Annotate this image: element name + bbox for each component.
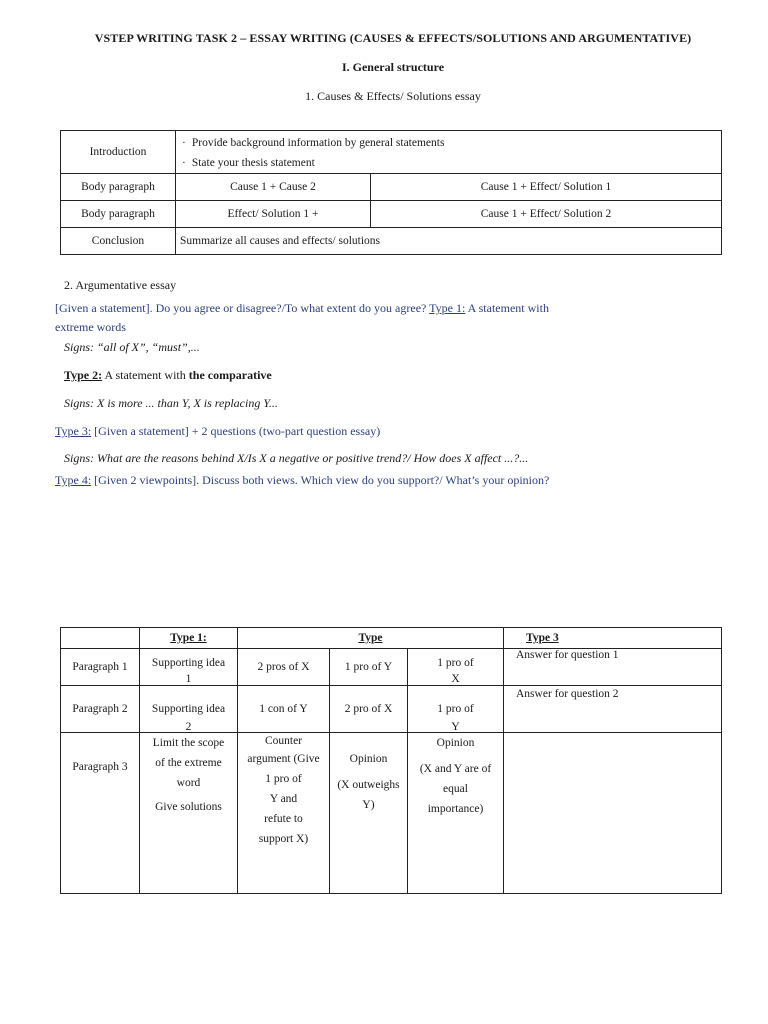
document-title: VSTEP WRITING TASK 2 – ESSAY WRITING (CAUSES & EFFECTS/SOLUTIONS AND ARGUMENTATIVE) <box>94 31 692 45</box>
causes-effects-structure-table <box>60 130 722 255</box>
row-cell: Effect/ Solution 1 + <box>176 201 371 228</box>
intro-bullet-1: · Provide background information by general statements <box>182 137 445 149</box>
type3-label: Type 3: <box>55 424 92 438</box>
section-heading: I. General structure <box>341 60 445 74</box>
argumentative-heading: 2. Argumentative essay <box>64 278 177 292</box>
row-cell: Cause 1 + Effect/ Solution 1 <box>371 174 722 201</box>
table-cell: Answer for question 1 <box>504 649 722 686</box>
type1-line-continued: extreme words <box>55 320 126 334</box>
intro-bullet-2: · State your thesis statement <box>182 157 315 169</box>
table-cell: 1 pro of X <box>408 649 504 686</box>
table-row <box>61 686 722 733</box>
row-cell: Cause 1 + Cause 2 <box>176 174 371 201</box>
table-cell: Counter argument (Give 1 pro of Y and refute to support X) <box>238 733 330 894</box>
row-cell: Cause 1 + Effect/ Solution 2 <box>371 201 722 228</box>
table-row <box>61 201 722 228</box>
intro-label-cell: Introduction <box>61 131 176 174</box>
table-cell: Answer for question 2 <box>504 686 722 733</box>
type1-label: Type 1: <box>429 301 466 315</box>
type1-signs: Signs: “all of X”, “must”,... <box>64 340 200 354</box>
type3-line: Type 3: [Given a statement] + 2 questions (two-part question essay) <box>55 424 381 438</box>
table-row <box>61 649 722 686</box>
table-cell: 2 pros of X <box>238 649 330 686</box>
row-label: Body paragraph <box>61 201 176 228</box>
header-cell: Type 3 <box>504 628 722 649</box>
conclusion-content-cell: Summarize all causes and effects/ solutions <box>176 228 722 255</box>
row-label: Paragraph 3 <box>61 733 140 894</box>
type4-label: Type 4: <box>55 473 92 487</box>
type2-signs: Signs: X is more ... than Y, X is replacing Y... <box>64 396 278 410</box>
bullet-icon: · <box>182 137 186 149</box>
header-cell <box>61 628 140 649</box>
header-cell: Type 1: <box>140 628 238 649</box>
type4-line: Type 4: [Given 2 viewpoints]. Discuss both views. Which view do you support?/ What’s your opinion? <box>55 473 550 487</box>
table-cell <box>504 733 722 894</box>
type3-signs: Signs: What are the reasons behind X/Is X a negative or positive trend?/ How does X affect ...?... <box>64 451 529 465</box>
conclusion-label-cell: Conclusion <box>61 228 176 255</box>
table-cell: 1 con of Y <box>238 686 330 733</box>
row-label: Body paragraph <box>61 174 176 201</box>
type2-line: Type 2: A statement with the comparative <box>64 368 272 382</box>
argumentative-structure-table <box>60 627 722 894</box>
row-label: Paragraph 1 <box>61 649 140 686</box>
type2-label: Type 2: <box>64 368 103 382</box>
table-cell: Supporting idea 2 <box>140 686 238 733</box>
header-cell: Type <box>238 628 504 649</box>
table-row <box>61 228 722 255</box>
subsection-heading: 1. Causes & Effects/ Solutions essay <box>305 89 481 103</box>
table-cell: 1 pro of Y <box>408 686 504 733</box>
table-cell: Limit the scope of the extreme word Give solutions <box>140 733 238 894</box>
table-cell: 1 pro of Y <box>330 649 408 686</box>
table-row <box>61 733 722 894</box>
table-row <box>61 174 722 201</box>
table-cell: 2 pro of X <box>330 686 408 733</box>
table-row <box>61 131 722 174</box>
intro-content-cell <box>176 131 722 174</box>
table-cell: Supporting idea 1 <box>140 649 238 686</box>
table-cell: Opinion (X outweighs Y) <box>330 733 408 894</box>
row-label: Paragraph 2 <box>61 686 140 733</box>
table-cell: Opinion (X and Y are of equal importance) <box>408 733 504 894</box>
type1-line: [Given a statement]. Do you agree or disagree?/To what extent do you agree? Type 1: A statement with <box>55 301 549 315</box>
table-header-row <box>61 628 722 649</box>
bullet-icon: · <box>182 157 186 169</box>
